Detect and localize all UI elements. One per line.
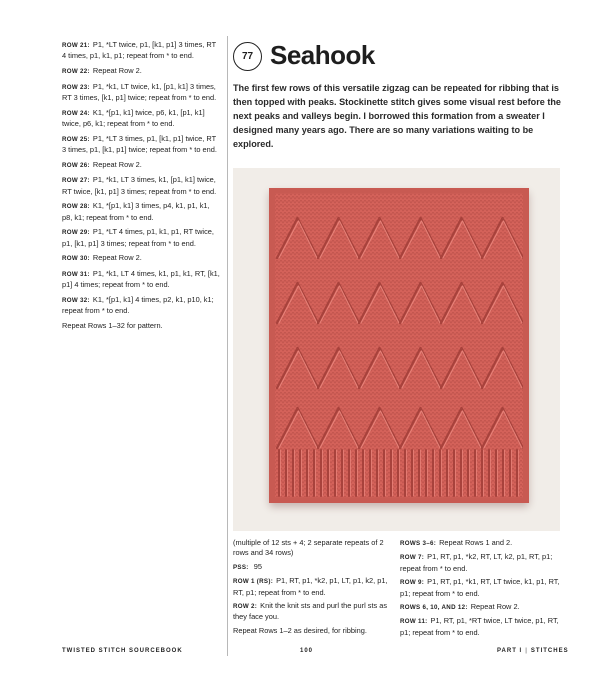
stitch-title: Seahook bbox=[270, 40, 375, 70]
left-row-list bbox=[62, 40, 220, 317]
footer-separator: | bbox=[525, 648, 528, 654]
instruction-row bbox=[62, 227, 220, 249]
row-label: ROW 27: bbox=[62, 177, 90, 185]
instruction-row bbox=[62, 108, 220, 130]
row-text: P1, *k1, LT 4 times, k1, p1, k1, RT, [k1, p1] 4 times; repeat from * to end. bbox=[62, 268, 220, 290]
row-text: P1, RT, p1, *k2, p1, LT, p1, k2, p1, RT, p1; repeat from * to end. bbox=[233, 576, 388, 597]
row-label: ROW 29: bbox=[62, 229, 90, 237]
instruction-row bbox=[62, 269, 220, 291]
instruction-row bbox=[400, 616, 570, 638]
instruction-row bbox=[62, 253, 220, 264]
row-text: P1, *LT 3 times, p1, [k1, p1] twice, RT 3 times, p1, [k1, p1] twice; repeat from * to end. bbox=[62, 133, 217, 154]
row-text: P1, *k1, LT 3 times, k1, [p1, k1] twice, RT twice, [k1, p1] 3 times; repeat from * to end. bbox=[62, 175, 217, 196]
row-text: K1, *[p1, k1] twice, p6, k1, [p1, k1] twice, p6, k1; repeat from * to end. bbox=[62, 107, 205, 128]
row-text: Repeat Row 2. bbox=[470, 602, 520, 612]
intro-paragraph: The first few rows of this versatile zigzag can be repeated for ribbing that is then topped with peaks. Stockinette stitch gives some visual rest before the next peaks and valleys begin. I borrowed this formation from a sweater I designed many years ago. There are so many variations waiting to be explored. bbox=[233, 83, 561, 149]
knitted-swatch-image bbox=[269, 188, 529, 503]
instruction-row bbox=[400, 538, 570, 549]
left-instructions-column bbox=[62, 40, 220, 335]
swatch-photo bbox=[233, 168, 560, 531]
row-text: K1, *[p1, k1] 4 times, p2, k1, p10, k1; repeat from * to end. bbox=[62, 294, 214, 316]
ribbing-repeat-note: Repeat Rows 1–2 as desired, for ribbing. bbox=[233, 625, 367, 635]
footer-part: PART I bbox=[497, 648, 523, 654]
bottom-left-row-list bbox=[233, 576, 395, 623]
row-text: Repeat Row 2. bbox=[92, 253, 142, 263]
row-label: ROW 22: bbox=[62, 68, 90, 75]
left-repeat-note: Repeat Rows 1–32 for pattern. bbox=[62, 320, 163, 330]
pss-label: PSS: bbox=[233, 563, 249, 571]
row-text: Repeat Row 2. bbox=[92, 66, 142, 75]
row-label: ROW 30: bbox=[62, 255, 90, 263]
page-number: 100 bbox=[300, 648, 314, 654]
row-text: P1, RT, p1, *k1, RT, LT twice, k1, p1, RT, p1; repeat from * to end. bbox=[400, 577, 560, 598]
column-divider bbox=[227, 36, 228, 656]
row-label: ROW 11: bbox=[400, 618, 428, 626]
row-text: Knit the knit sts and purl the purl sts as they face you. bbox=[233, 601, 388, 622]
row-text: P1, *LT 4 times, p1, k1, p1, RT twice, p1, [k1, p1] 3 times; repeat from * to end. bbox=[62, 227, 214, 248]
row-label: ROWS 6, 10, AND 12: bbox=[400, 604, 468, 612]
instruction-row bbox=[233, 576, 395, 598]
pattern-notes-right bbox=[400, 538, 570, 641]
row-label: ROW 1 (RS): bbox=[233, 578, 274, 586]
pattern-notes-left bbox=[233, 538, 395, 639]
row-label: ROW 26: bbox=[62, 161, 90, 169]
row-label: ROW 21: bbox=[62, 42, 90, 49]
row-label: ROW 24: bbox=[62, 109, 90, 117]
row-label: ROW 7: bbox=[400, 554, 425, 562]
swatch-illustration bbox=[269, 188, 529, 503]
row-text: Repeat Row 2. bbox=[92, 159, 142, 169]
row-text: P1, *LT twice, p1, [k1, p1] 3 times, RT 4 times, p1, k1, p1; repeat from * to end. bbox=[62, 40, 216, 61]
row-label: ROW 9: bbox=[400, 579, 425, 587]
row-label: ROW 32: bbox=[62, 296, 90, 304]
row-label: ROW 25: bbox=[62, 135, 90, 143]
stitch-number-badge bbox=[233, 42, 262, 71]
instruction-row bbox=[62, 175, 220, 197]
row-text: P1, *k1, LT twice, k1, [p1, k1] 3 times, RT 3 times, [k1, p1] twice; repeat from * to end. bbox=[62, 81, 217, 102]
row-text: Repeat Rows 1 and 2. bbox=[439, 538, 513, 547]
row-label: ROWS 3–6: bbox=[400, 540, 437, 547]
row-text: P1, RT, p1, *RT twice, LT twice, p1, RT, p1; repeat from * to end. bbox=[400, 616, 559, 637]
row-label: ROW 2: bbox=[233, 603, 258, 611]
instruction-row bbox=[400, 577, 570, 599]
instruction-row bbox=[62, 160, 220, 171]
row-label: ROW 31: bbox=[62, 270, 90, 278]
row-label: ROW 23: bbox=[62, 83, 90, 91]
instruction-row bbox=[62, 82, 220, 104]
instruction-row bbox=[400, 602, 570, 613]
row-text: K1, *[p1, k1] 3 times, p4, k1, p1, k1, p8, k1; repeat from * to end. bbox=[62, 201, 210, 222]
instruction-row bbox=[233, 601, 395, 623]
multiple-note: (multiple of 12 sts + 4; 2 separate repeats of 2 rows and 34 rows) bbox=[233, 538, 384, 558]
instruction-row bbox=[62, 66, 220, 77]
instruction-row bbox=[400, 552, 570, 574]
instruction-row bbox=[62, 134, 220, 156]
footer-book-title: TWISTED STITCH SOURCEBOOK bbox=[62, 648, 183, 654]
instruction-row bbox=[62, 40, 220, 62]
pss-line bbox=[233, 562, 395, 573]
footer-section-name: STITCHES bbox=[530, 648, 569, 654]
row-label: ROW 28: bbox=[62, 203, 90, 211]
bottom-right-row-list bbox=[400, 538, 570, 638]
instruction-row bbox=[62, 201, 220, 223]
footer-section bbox=[497, 648, 569, 654]
instruction-row bbox=[62, 295, 220, 317]
row-text: P1, RT, p1, *k2, RT, LT, k2, p1, RT, p1; repeat from * to end. bbox=[400, 552, 553, 573]
stitch-number: 77 bbox=[241, 51, 254, 62]
pss-value: 95 bbox=[253, 561, 262, 571]
